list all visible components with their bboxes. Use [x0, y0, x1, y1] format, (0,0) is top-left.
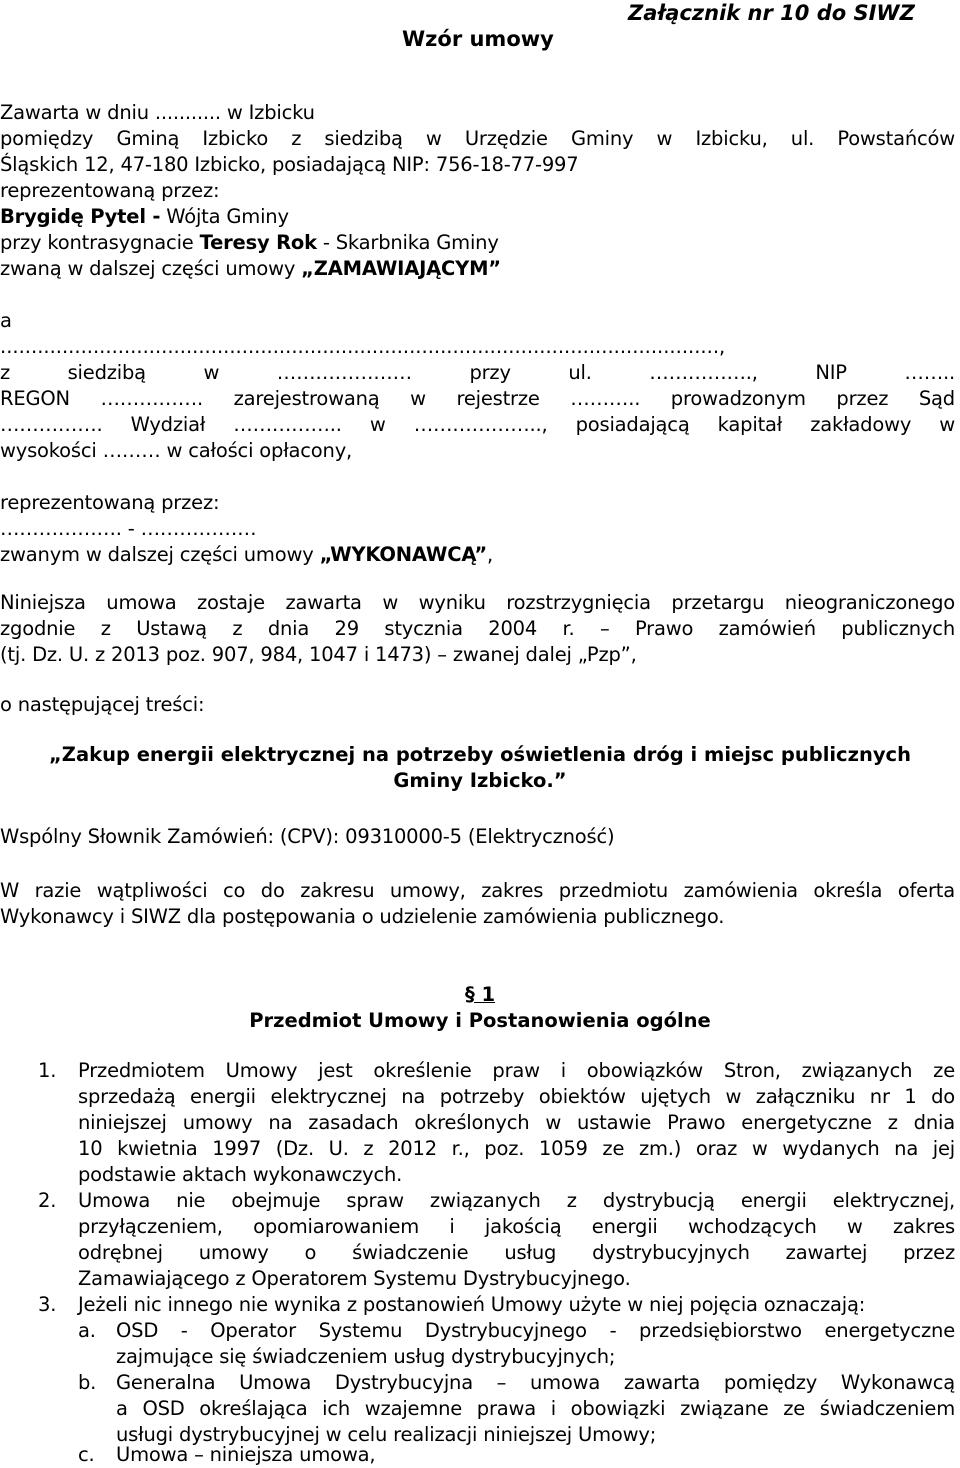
attachment-label: Załącznik nr 10 do SIWZ [628, 1, 915, 25]
item-2-line-2: przyłączeniem, opomiarowaniem i jakością energii wchodzących w zakres [78, 1215, 955, 1238]
contractor-alias [0, 542, 493, 568]
item-1-line-3: niniejszej umowy na zasadach określonych w ustawie Prawo energetyczne z dnia [78, 1111, 955, 1134]
contractor-seat-line: z siedzibą w ………………… przy ul. ……………., NIP …….. [0, 361, 955, 384]
treasurer-name: Teresy Rok [199, 231, 317, 254]
contractor-court-line: ……………. Wydział …………….. w ……………….., posiadającą kapitał zakładowy w [0, 413, 955, 436]
subject-title-line-2: Gminy Izbicko.” [393, 769, 567, 792]
item-1-line-1: Przedmiotem Umowy jest określenie praw i obowiązków Stron, związanych ze [78, 1059, 955, 1082]
item-1-line-2: sprzedażą energii elektrycznej na potrzeby obiektów ujętych w załączniku nr 1 do [78, 1085, 955, 1108]
subitem-a-line-2: zajmujące się świadczeniem usług dystrybucyjnych; [116, 1345, 616, 1368]
cpv-line: Wspólny Słownik Zamówień: (CPV): 09310000-5 (Elektryczność) [0, 825, 615, 848]
alias-prefix: zwaną w dalszej części umowy [0, 257, 302, 280]
legal-basis-line-1: Niniejsza umowa zostaje zawarta w wyniku rozstrzygnięcia przetargu nieograniczonego [0, 591, 955, 614]
item-2-line-3: odrębnej umowy o świadczenie usług dystrybucyjnych zawartej przez [78, 1241, 955, 1264]
item-number-1: 1. [38, 1059, 57, 1082]
item-3-line-1: Jeżeli nic innego nie wynika z postanowień Umowy użyte w niej pojęcia oznaczają: [78, 1293, 866, 1316]
subitem-b-line-1: Generalna Umowa Dystrybucyjna – umowa zawarta pomiędzy Wykonawcą [116, 1371, 955, 1394]
represented-by-label: reprezentowaną przez: [0, 179, 220, 202]
representative-line [0, 204, 289, 230]
subject-title-line-1: „Zakup energii elektrycznej na potrzeby oświetlenia dróg i miejsc publicznych [48, 743, 912, 766]
item-1-line-5: podstawie aktach wykonawczych. [78, 1163, 403, 1186]
subitem-b-line-2: a OSD określająca ich wzajemne prawa i obowiązki związane ze świadczeniem [116, 1397, 955, 1420]
subitem-c-line-1: Umowa – niniejsza umowa, [116, 1443, 376, 1466]
ordering-party-alias [0, 256, 501, 282]
section-title: Przedmiot Umowy i Postanowienia ogólne [249, 1009, 711, 1032]
item-1-line-4: 10 kwietnia 1997 (Dz. U. z 2012 r., poz. 1059 ze zm.) oraz w wydanych na jej [78, 1137, 955, 1160]
representative-name: Brygidę Pytel - [0, 205, 161, 228]
document-title: Wzór umowy [402, 27, 554, 51]
legal-basis-line-3: (tj. Dz. U. z 2013 poz. 907, 984, 1047 i 1473) – zwanej dalej „Pzp”, [0, 643, 637, 666]
doubt-clause-line-2: Wykonawcy i SIWZ dla postępowania o udzielenie zamówienia publicznego. [0, 905, 725, 928]
contractor-representative-placeholder: ………………. - ……………… [0, 517, 257, 540]
subitem-b-line-3: usługi dystrybucyjnej w celu realizacji niniejszej Umowy; [116, 1423, 657, 1446]
contractor-alias-prefix: zwanym w dalszej części umowy [0, 543, 320, 566]
item-2-line-4: Zamawiającego z Operatorem Systemu Dystrybucyjnego. [78, 1267, 631, 1290]
contractor-regon-line: REGON ……………. zarejestrowaną w rejestrze ……….. prowadzonym przez Sąd [0, 387, 955, 410]
subitem-letter-c: c. [78, 1443, 95, 1466]
subitem-letter-a: a. [78, 1319, 96, 1342]
item-number-2: 2. [38, 1189, 57, 1212]
party-ordering-address: Śląskich 12, 47-180 Izbicko, posiadającą NIP: 756-18-77-997 [0, 153, 579, 176]
subitem-letter-b: b. [78, 1371, 97, 1394]
treasurer-role: - Skarbnika Gminy [316, 231, 499, 254]
representative-role: Wójta Gminy [160, 205, 289, 228]
ordering-party-name: „ZAMAWIAJĄCYM” [301, 257, 501, 280]
section-number: § 1 [464, 983, 496, 1006]
subitem-a-line-1: OSD - Operator Systemu Dystrybucyjnego - przedsiębiorstwo energetyczne [116, 1319, 955, 1342]
party-ordering-line: pomiędzy Gminą Izbicko z siedzibą w Urzędzie Gminy w Izbicku, ul. Powstańców [0, 127, 955, 150]
contractor-placeholder: ...................................................................................................................., [0, 335, 726, 358]
content-intro: o następującej treści: [0, 693, 205, 716]
contractor-name: „WYKONAWCĄ” [319, 543, 488, 566]
contractor-represented-label: reprezentowaną przez: [0, 491, 220, 514]
item-number-3: 3. [38, 1293, 57, 1316]
contractor-capital-line: wysokości ……… w całości opłacony, [0, 439, 353, 462]
countersign-prefix: przy kontrasygnacie [0, 231, 200, 254]
countersign-line [0, 230, 499, 256]
legal-basis-line-2: zgodnie z Ustawą z dnia 29 stycznia 2004 r. – Prawo zamówień publicznych [0, 617, 955, 640]
contractor-alias-suffix: , [487, 543, 494, 566]
contract-date-line: Zawarta w dniu ........... w Izbicku [0, 101, 315, 124]
doubt-clause-line-1: W razie wątpliwości co do zakresu umowy, zakres przedmiotu zamówienia określa oferta [0, 879, 955, 902]
and-word: a [0, 309, 12, 332]
item-2-line-1: Umowa nie obejmuje spraw związanych z dystrybucją energii elektrycznej, [78, 1189, 955, 1212]
